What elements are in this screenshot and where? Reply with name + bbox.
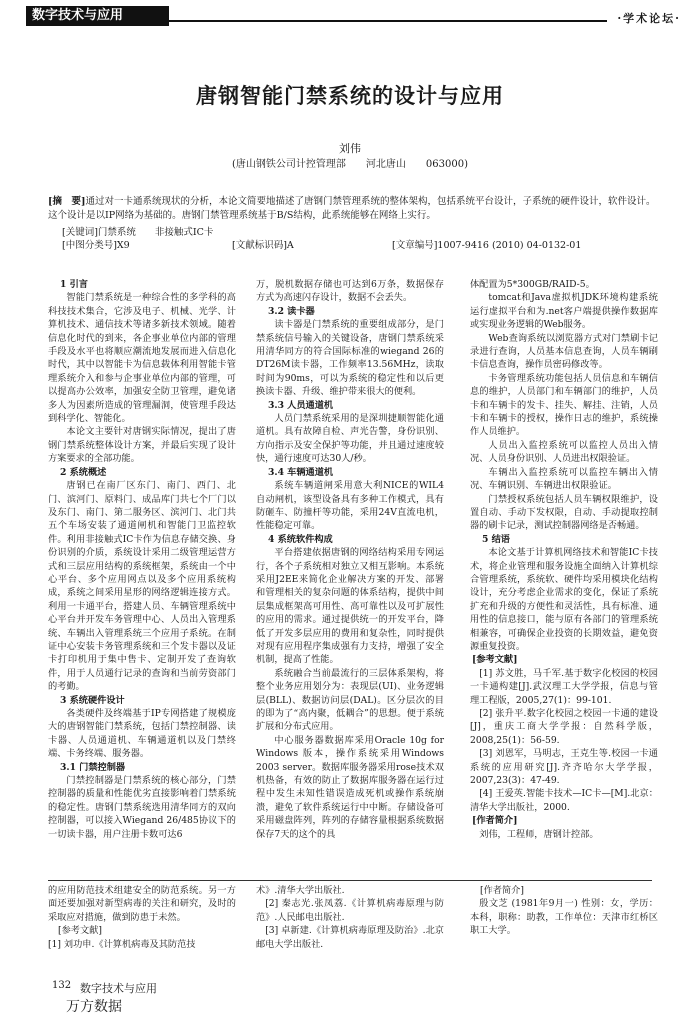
paragraph: 人员门禁系统采用的是深圳捷顺智能化通道机。具有故障自检、声光告警，身份识别、方向指示及安全保护等功能，并且通过速度较快，通行速度可达30人/秒。 <box>256 413 444 465</box>
paragraph: Web查询系统以浏览器方式对门禁刷卡记录进行查询，人员基本信息查询，人员车辆刷卡信息查询，操作员密码修改等。 <box>470 332 658 371</box>
paragraph: 万，脱机数据存储也可达到6万条，数据保存方式为高速闪存设计，数据不会丢失。 <box>256 279 444 304</box>
column-label: ·学术论坛· <box>617 12 681 25</box>
section-heading: 3.1 门禁控制器 <box>60 761 126 773</box>
paragraph: 体配置为5*300GB/RAID-5。 <box>470 279 595 290</box>
reference-item: [3] 卓新建.《计算机病毒原理及防治》.北京邮电大学出版社. <box>256 925 444 950</box>
class-number: [中图分类号]X9 <box>62 240 130 251</box>
abstract <box>48 195 658 223</box>
author-bio-label: [作者简介] <box>480 885 524 896</box>
section-heading: 3.2 读卡器 <box>268 305 315 317</box>
paragraph: 本论文基于计算机网络技术和智能IC卡技术，将企业管理和服务设施全面纳入计算机综合管理系统，系统软、硬件均采用模块化结构设计，充分考虑企业需求的变化，保证了系统扩充和升级的方便性和灵活性，具有标准、通用性的信息接口，能与原有各部门的管理系统相兼容，可确保企业投资的长期效益，避免资源重复投资。 <box>470 547 658 652</box>
paragraph: 本论文主要针对唐钢实际情况，提出了唐钢门禁系统整体设计方案，并最后实现了设计方案要求的全部功能。 <box>48 426 236 465</box>
reference-label: [参考文献] <box>472 654 518 666</box>
paragraph: 系统融合当前最流行的三层体系架构，将整个业务应用划分为：表现层(UI)、业务逻辑层(BLL)、数据访问层(DAL)。区分层次的目的即为了“高内聚，低耦合”的思想。便于系统扩展和分布式应用。 <box>256 667 444 733</box>
column-1 <box>48 278 236 841</box>
watermark: 万方数据 <box>66 999 122 1015</box>
header-rule <box>169 20 607 22</box>
reference-item: [1] 苏文胜，马千军.基于数字化校园的校园一卡通构建[J].武汉理工大学学报，信息与管理工程版，2005,27(1)：99-101. <box>470 667 658 706</box>
references-label: [参考文献] <box>58 925 102 937</box>
paragraph: 门禁授权系统包括人员车辆权限维护，设置自动、手动下发权限，自动、手动提取控制器的刷卡记录，测试控制器网络是否畅通。 <box>470 493 658 532</box>
article-title: 唐钢智能门禁系统的设计与应用 <box>196 84 504 108</box>
reference-item: [2] 秦志光.张凤荔.《计算机病毒原理与防范》.人民邮电出版社. <box>256 898 444 923</box>
reference-item: 刘伟，工程师，唐钢计控部。 <box>479 828 599 840</box>
paragraph: 中心服务器数据库采用Oracle 10g for Windows 版本，操作系统采用Windows 2003 server。数据库服务器采用rose技术双机热备，有效的防止了数据库服务器在运行过程中发生未知性错误造成死机或操作系统崩溃，避免了软件系统运行中中断。存储设备可采用磁盘阵列，阵列的存储容量根据系统数据保存7天的这个的具 <box>256 734 444 840</box>
section-label: 数字技术与应用 <box>26 6 169 26</box>
bottom-column-1 <box>48 884 236 951</box>
abstract-text: 通过对一卡通系统现状的分析，本论文简要地描述了唐钢门禁管理系统的整体架构，包括系统平台设计，子系统的硬件设计，软件设计。这个设计是以IP网络为基础的。唐钢门禁管理系统基于B/S结构，此系统能够在网络上实行。 <box>48 196 656 221</box>
author: 刘伟 <box>339 142 361 155</box>
reference-item: [4] 王爱英.智能卡技术—IC卡—[M].北京：清华大学出版社，2000. <box>470 788 658 813</box>
bottom-rule <box>48 880 652 881</box>
article-number: [文章编号]1007-9416 (2010) 04-0132-01 <box>392 240 582 251</box>
reference-item: [1] 刘功申.《计算机病毒及其防范技 <box>48 938 196 950</box>
section-heading: 3.4 车辆通道机 <box>268 466 334 478</box>
paragraph: 智能门禁系统是一种综合性的多学科的高科技技术集合，它涉及电子、机械、光学、计算机技术、通信技术等诸多新技术领域。随着信息化时代的到来，各企事业单位内部的管理手段及水平也将顺应潮流地发展而进入信息化时代，其中以智能卡为信息载体利用智能卡管理系统介入和参与企事业单位内部的管理，可以提高办公效率，加强安全防卫管理，避免诸多人为因素所造成的管理漏洞，使管理手段达到科学化、智能化。 <box>48 292 236 425</box>
paragraph: 各类硬件及终端基于IP专网搭建了规模庞大的唐钢智能门禁系统，包括门禁控制器、读卡器、人员通道机、车辆通道机以及门禁终端、卡务终端、服务器。 <box>48 708 236 760</box>
reference-item: [2] 张升平.数字化校园之校园一卡通的建设[J]，重庆工商大学学报：自然科学版，2008,25(1)：56-59. <box>470 708 658 746</box>
bottom-text: 的应用防范技术组建安全的防范系统。另一方面还要加强对新型病毒的关注和研究，及时的采取应对措施，做到防患于未然。 <box>48 885 236 923</box>
author-bio: 殷文芝 (1981年9月一) 性别：女，学历：本科，职称：助教，工作单位：天津市红桥区职工大学。 <box>470 898 658 937</box>
affiliation: (唐山钢铁公司计控管理部 河北唐山 063000) <box>232 159 468 170</box>
section-heading: 4 系统软件构成 <box>268 533 333 545</box>
section-heading: 1 引言 <box>60 279 88 290</box>
section-heading: 2 系统概述 <box>60 466 107 478</box>
paragraph: 卡务管理系统功能包括人员信息和车辆信息的维护，人员部门和车辆部门的维护，人员卡和车辆卡的发卡、挂失、解挂、注销，人员卡和车辆卡的授权，操作日志的维护，系统操作人员维护。 <box>470 372 658 438</box>
keywords: [关键词]门禁系统 非接触式IC卡 <box>62 227 214 238</box>
bottom-column-2 <box>256 884 444 951</box>
footer-journal: 数字技术与应用 <box>80 982 157 995</box>
paragraph: 唐钢已在南厂区东门、南门、西门、北门、滨河门、原料门、成品库门共七个厂门以及东门、南门、第二服务区、滨河门、北门共五个车场安装了通道闸机和智能门卫监控软件。利用非接触式IC卡作为信息存储交换、身份识别的介质，系统设计采用二级管理运营方式和三层应用结构的系统框架，系统由一个中心平台、多个应用网点以及多个应用系统构成，系统之间采用星形的网络逻辑连接方式。利用一卡通平台，搭建人员、车辆管理系统中心平台并开发车务管理中心、人员出入管理系统、车辆出入管理系统三个应用子系统。在制证中心安装卡务管理系统和三个发卡器以及证卡打印机用于集中售卡、定制开发了查询软件，用于人员通行记录的查询和当前劳资部门的考勤。 <box>48 480 236 693</box>
abstract-label: [摘 要] <box>48 196 86 207</box>
section-heading: 3 系统硬件设计 <box>60 694 125 706</box>
section-heading: 3.3 人员通道机 <box>268 399 334 411</box>
paragraph: 门禁控制器是门禁系统的核心部分，门禁控制器的质量和性能优劣直接影响着门禁系统的稳定性。唐钢门禁系统选用清华同方的双向控制器，可以接入Wiegand 26/485协议下的一切读卡器，用户注册卡数可达6 <box>48 775 236 840</box>
journal-header <box>12 6 687 28</box>
doc-code: [文献标识码]A <box>232 240 294 251</box>
paragraph: 车辆出入监控系统可以监控车辆出入情况、车辆识别、车辆进出权限验证。 <box>470 466 658 492</box>
paragraph: 读卡器是门禁系统的重要组成部分，是门禁系统信号输入的关键设备，唐钢门禁系统采用清华同方的符合国际标准的wiegand 26的DT26M读卡器，工作频率13.56MHz，读取时间为90ms，可以为系统的稳定性和以后更换读卡器、升级、维护带来很大的便利。 <box>256 319 444 398</box>
paragraph: 平台搭建依据唐钢的网络结构采用专网运行，各个子系统相对独立又相互影响。本系统采用J2EE来简化企业解决方案的开发、部署和管理相关的复杂问题的体系结构，提供中间层集成框架高可用性、高可靠性以及可扩展性的应用的需求。通过提供统一的开发平台，降低了开发多层应用的费用和复杂性，同时提供对现有应用程序集成强有力支持，增强了安全机制，提高了性能。 <box>256 547 444 666</box>
column-2 <box>256 278 444 841</box>
paragraph: tomcat和Java虚拟机JDK环境构建系统运行虚拟平台和为.net客户端提供操作数据库或实现业务逻辑的Web服务。 <box>470 292 658 331</box>
reference-label: [作者简介] <box>472 815 518 827</box>
paragraph: 系统车辆道闸采用意大利NICE的WIL4自动闸机，该型设备具有多种工作模式，具有防砸车、防撞杆等功能，采用24V直流电机，性能稳定可靠。 <box>256 480 444 532</box>
section-heading: 5 结语 <box>482 533 510 545</box>
bottom-column-3 <box>470 884 658 938</box>
paragraph: 人员出入监控系统可以监控人员出入情况、人员身份识别、人员进出权限验证。 <box>470 439 658 465</box>
page-number: 132 <box>52 980 72 991</box>
column-3 <box>470 278 658 841</box>
reference-continuation: 术》.清华大学出版社. <box>256 885 345 896</box>
reference-item: [3] 刘恩军，马明志，王克生等.校园一卡通系统的应用研究[J].齐齐哈尔大学学报，2007,23(3)：47-49. <box>470 748 658 787</box>
